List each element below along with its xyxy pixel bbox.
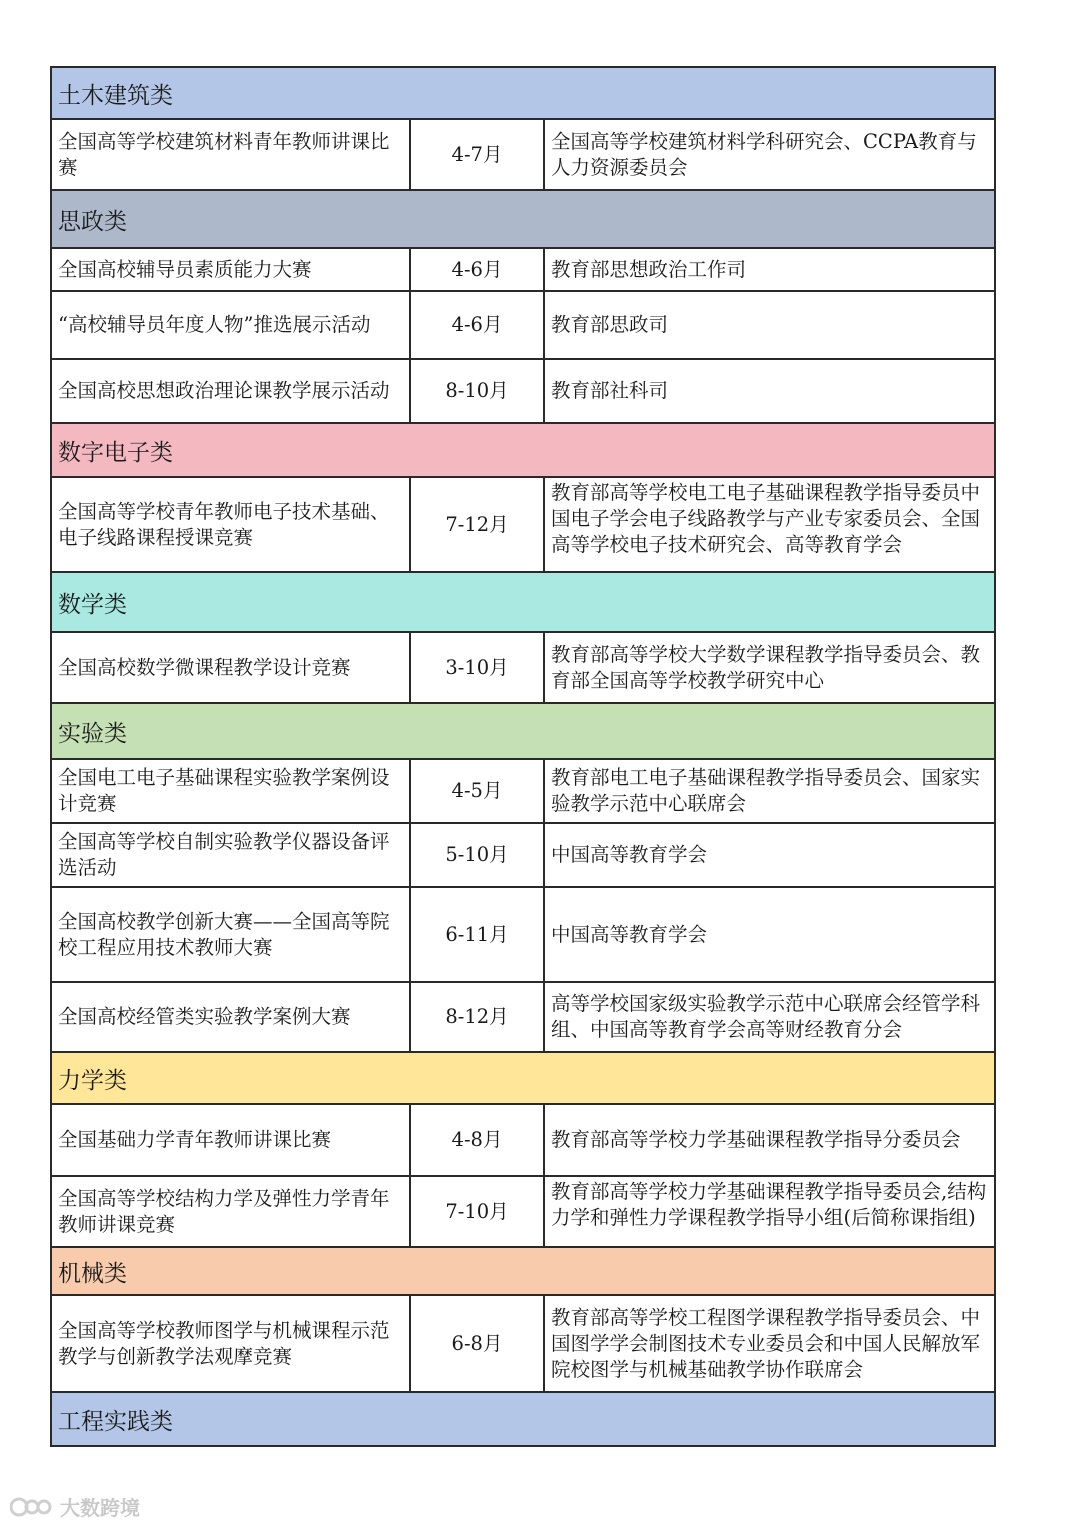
competition-period: 6-11月 xyxy=(445,922,509,946)
competition-name-cell xyxy=(52,360,411,422)
competition-name: 全国高等学校建筑材料青年教师讲课比赛 xyxy=(58,129,390,179)
table-row xyxy=(52,1177,994,1248)
competition-name-cell xyxy=(52,120,411,189)
table-row xyxy=(52,888,994,983)
competition-period-cell xyxy=(411,120,545,189)
competition-period: 8-10月 xyxy=(445,379,509,402)
watermark xyxy=(10,1492,140,1521)
table-row xyxy=(52,478,994,573)
table-row xyxy=(52,633,994,704)
category-header xyxy=(52,1053,994,1105)
competition-name: “高校辅导员年度人物”推选展示活动 xyxy=(58,313,371,336)
competition-organizer: 全国高等学校建筑材料学科研究会、CCPA教育与人力资源委员会 xyxy=(551,129,977,179)
competition-name: 全国高校教学创新大赛——全国高等院校工程应用技术教师大赛 xyxy=(58,909,390,959)
competition-period: 4-6月 xyxy=(451,313,503,336)
competition-name-cell xyxy=(52,1105,411,1175)
category-header xyxy=(52,1393,994,1445)
competition-period-cell xyxy=(411,1177,545,1246)
competition-name-cell xyxy=(52,249,411,290)
category-name: 数学类 xyxy=(58,591,127,618)
category-header xyxy=(52,1248,994,1296)
category-header xyxy=(52,573,994,633)
category-name: 数字电子类 xyxy=(58,439,173,466)
competition-organizer: 教育部社科司 xyxy=(551,379,669,402)
table-row xyxy=(52,760,994,824)
competition-name: 全国高等学校青年教师电子技术基础、电子线路课程授课竞赛 xyxy=(58,499,390,549)
category-name: 思政类 xyxy=(58,208,127,235)
category-name: 实验类 xyxy=(58,720,127,747)
watermark-logo-icon xyxy=(10,1494,54,1520)
category-name: 力学类 xyxy=(58,1067,127,1094)
competition-organizer: 教育部高等学校力学基础课程教学指导分委员会 xyxy=(551,1128,961,1151)
category-name: 工程实践类 xyxy=(58,1408,173,1435)
competition-period: 4-7月 xyxy=(451,142,503,166)
table-row xyxy=(52,1296,994,1393)
competition-period-cell xyxy=(411,292,545,358)
table-row xyxy=(52,824,994,888)
competition-organizer-cell xyxy=(545,888,994,981)
competition-organizer: 教育部高等学校大学数学课程教学指导委员会、教育部全国高等学校教学研究中心 xyxy=(551,642,981,692)
competition-period-cell xyxy=(411,824,545,886)
competition-name: 全国电工电子基础课程实验教学案例设计竞赛 xyxy=(58,766,390,815)
table-row xyxy=(52,360,994,424)
competition-organizer-cell xyxy=(545,1105,994,1175)
competition-organizer-cell xyxy=(545,292,994,358)
category-header xyxy=(52,191,994,249)
competition-period: 5-10月 xyxy=(445,843,509,866)
competition-organizer-cell xyxy=(545,120,994,189)
category-name: 土木建筑类 xyxy=(58,82,173,109)
competition-name-cell xyxy=(52,478,411,571)
competition-name-cell xyxy=(52,888,411,981)
competition-period-cell xyxy=(411,478,545,571)
competition-name: 全国高校思想政治理论课教学展示活动 xyxy=(58,379,390,402)
competition-name: 全国基础力学青年教师讲课比赛 xyxy=(58,1128,332,1151)
competition-name-cell xyxy=(52,292,411,358)
competition-name: 全国高等学校教师图学与机械课程示范教学与创新教学法观摩竞赛 xyxy=(58,1318,390,1368)
competition-period: 6-8月 xyxy=(451,1331,503,1355)
table-row xyxy=(52,983,994,1053)
table-row xyxy=(52,292,994,360)
competition-name-cell xyxy=(52,824,411,886)
table-row xyxy=(52,249,994,292)
competition-period-cell xyxy=(411,249,545,290)
table-row xyxy=(52,1105,994,1177)
competition-organizer-cell xyxy=(545,249,994,290)
competition-organizer-cell xyxy=(545,478,994,571)
competition-period-cell xyxy=(411,888,545,981)
table-row xyxy=(52,120,994,191)
category-header xyxy=(52,704,994,760)
competition-period-cell xyxy=(411,1105,545,1175)
competition-period: 7-10月 xyxy=(445,1199,509,1223)
competition-name-cell xyxy=(52,983,411,1051)
watermark-text: 大数跨境 xyxy=(60,1496,140,1520)
competition-organizer: 教育部高等学校电工电子基础课程教学指导委员中国电子学会电子线路教学与产业专家委员会、全国高等学校电子技术研究会、高等教育学会 xyxy=(551,481,981,556)
competition-organizer-cell xyxy=(545,360,994,422)
competition-name-cell xyxy=(52,1296,411,1391)
competition-name-cell xyxy=(52,633,411,702)
competition-organizer: 教育部思想政治工作司 xyxy=(551,257,747,281)
competition-period: 7-12月 xyxy=(445,512,509,536)
competition-organizer: 教育部电工电子基础课程教学指导委员会、国家实验教学示范中心联席会 xyxy=(551,766,981,815)
competition-period-cell xyxy=(411,1296,545,1391)
competition-organizer: 教育部高等学校工程图学课程教学指导委员会、中国图学学会制图技术专业委员会和中国人民解放军院校图学与机械基础教学协作联席会 xyxy=(551,1305,981,1381)
competition-period-cell xyxy=(411,983,545,1051)
competition-organizer: 中国高等教育学会 xyxy=(551,843,708,866)
competition-name: 全国高校经管类实验教学案例大赛 xyxy=(58,1005,351,1028)
competition-organizer-cell xyxy=(545,824,994,886)
competition-name: 全国高等学校自制实验教学仪器设备评选活动 xyxy=(58,830,390,879)
competition-name: 全国高校数学微课程教学设计竞赛 xyxy=(58,655,351,679)
competition-organizer-cell xyxy=(545,1296,994,1391)
competition-period: 3-10月 xyxy=(445,655,509,679)
competition-period-cell xyxy=(411,360,545,422)
category-header xyxy=(52,424,994,478)
competition-name-cell xyxy=(52,1177,411,1246)
competition-organizer: 教育部高等学校力学基础课程教学指导委员会,结构力学和弹性力学课程教学指导小组(后简称课指组) xyxy=(551,1180,987,1229)
competition-organizer: 高等学校国家级实验教学示范中心联席会经管学科组、中国高等教育学会高等财经教育分会 xyxy=(551,992,981,1041)
competition-period-cell xyxy=(411,633,545,702)
competition-period: 4-6月 xyxy=(451,257,503,281)
competition-period-cell xyxy=(411,760,545,822)
competition-period: 8-12月 xyxy=(445,1005,509,1028)
competition-organizer-cell xyxy=(545,983,994,1051)
competition-period: 4-5月 xyxy=(451,779,503,802)
competition-table xyxy=(50,66,996,1447)
competition-organizer: 中国高等教育学会 xyxy=(551,922,708,946)
competition-organizer: 教育部思政司 xyxy=(551,313,669,336)
category-header xyxy=(52,68,994,120)
competition-name-cell xyxy=(52,760,411,822)
category-name: 机械类 xyxy=(58,1260,127,1287)
competition-name: 全国高校辅导员素质能力大赛 xyxy=(58,257,312,281)
competition-period: 4-8月 xyxy=(451,1128,503,1151)
competition-name: 全国高等学校结构力学及弹性力学青年教师讲课竞赛 xyxy=(58,1186,390,1236)
competition-organizer-cell xyxy=(545,1177,994,1246)
competition-organizer-cell xyxy=(545,633,994,702)
competition-organizer-cell xyxy=(545,760,994,822)
